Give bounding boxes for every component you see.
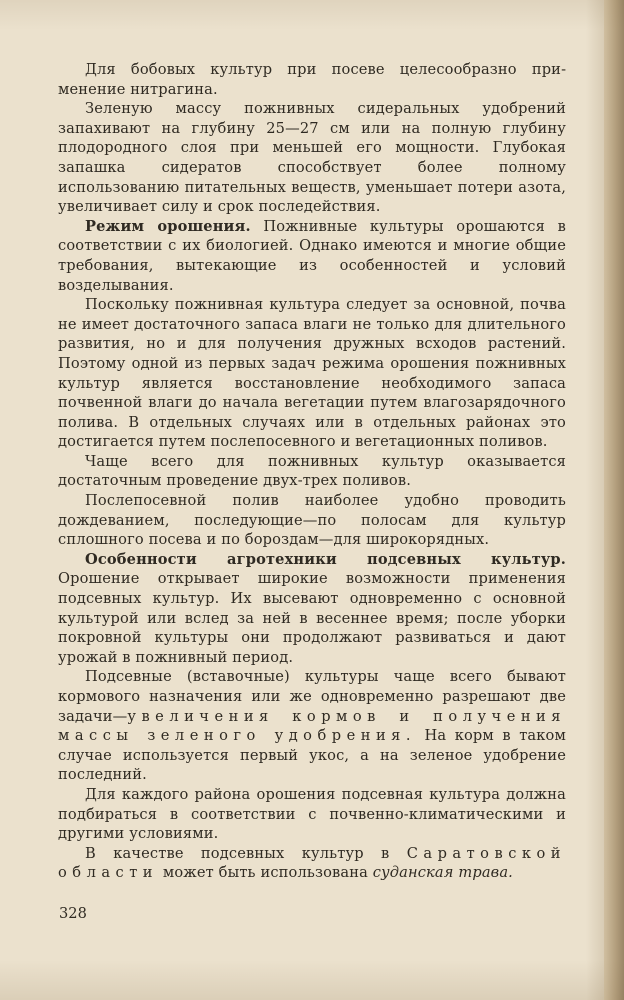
irrigation-regime-heading: Режим орошения. [85,217,251,235]
paragraph-9 [58,785,566,844]
body-text [58,60,566,883]
paragraph-2 [58,99,566,217]
paragraph-5 [58,452,566,491]
paragraph-2-text: Зеленую массу пожнивных сидеральных удобрений запахивают на глубину 25—27 см или на полную глубину плодородного слоя при меньшей его мощности. Глубокая запашка сидератов способствует более полному использованию питательных веществ, уменьшает потери азота, увеличивает силу и срок последействия. [58,100,566,216]
paragraph-8-text-after: На корм в таком случае используется первый укос, а на зеленое удобрение последний. [58,727,566,784]
sudan-grass-italic: суданская трава. [372,864,513,882]
paragraph-8-spaced-text: увеличения кормов и получения массы зеленого удобрения. [58,707,566,745]
saratov-region-spaced: Саратовской области [58,844,566,882]
paragraph-10 [58,844,566,883]
paragraph-6-text: Послепосевной полив наиболее удобно проводить дождеванием, последующие—по полосам для культур сплошного посева и по бороздам—для широкорядных. [58,492,566,549]
paragraph-3-text: Пожнивные культуры орошаются в соответствии с их биологией. Однако имеются и многие общие требования, вытекающие из особенностей и условий возделывания. [58,217,566,294]
paragraph-8-text-before: Подсевные (вставочные) культуры чаще всего бывают кормового назначения или же одновременно разрешают две задачи— [58,668,566,725]
paragraph-4-text: Поскольку пожнивная культура следует за основной, почва не имеет достаточного запаса влаги не только для длительного развития, но и для получения дружных всходов растений. Поэтому одной из первых задач режима орошения пожнивных культур является восстановление необходимого запаса почвенной влаги до начала вегетации путем влагозарядочного полива. В отдельных случаях или в отдельных районах это достигается путем послепосевного и вегетационных поливов. [58,296,566,451]
page-edge-shadow [604,0,624,1000]
paragraph-8 [58,667,566,785]
paragraph-5-text: Чаще всего для пожнивных культур оказывается достаточным проведение двух-трех поливов. [58,452,566,490]
paragraph-4 [58,295,566,452]
paragraph-7 [58,550,566,668]
paragraph-1 [58,60,566,99]
paragraph-7-text: Орошение открывает широкие возможности применения подсевных культур. Их высевают одновременно с основной культурой или вслед за ней в весеннее время; после уборки покровной культуры они продолжают развиваться и дают урожай в пожнивный период. [58,570,566,666]
agrotechnics-heading: Особенности агротехники подсевных культур. [85,550,566,568]
paragraph-10-text-middle: может быть использована [158,864,373,882]
page-number: 328 [59,905,87,922]
paragraph-3 [58,217,566,295]
paragraph-6 [58,491,566,550]
paragraph-10-text-before: В качестве подсевных культур в [85,844,407,862]
paragraph-1-text: Для бобовых культур при посеве целесообразно применение нитрагина. [58,61,566,98]
paragraph-9-text: Для каждого района орошения подсевная культура должна подбираться в соответствии с почвенно-климатическими и другими условиями. [58,785,566,843]
